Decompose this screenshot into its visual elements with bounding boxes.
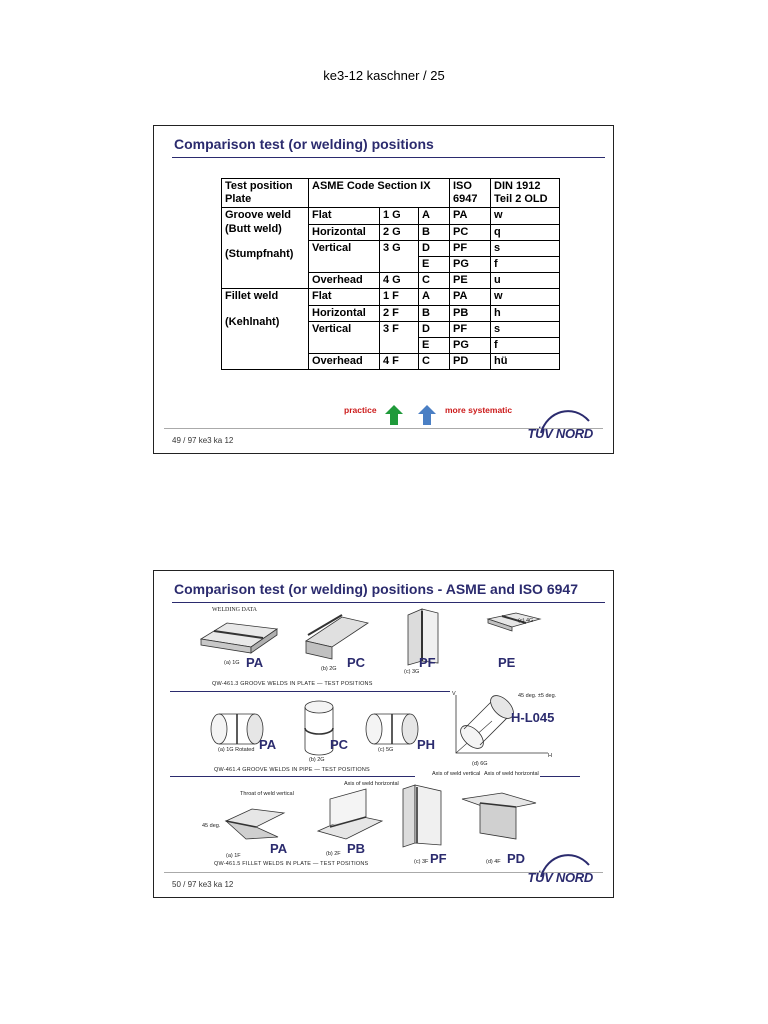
cell-position: Horizontal xyxy=(309,224,380,240)
fillet-4f-drawing xyxy=(460,793,540,841)
angle-note: 45 deg. ±5 deg. xyxy=(518,693,557,699)
tuv-nord-logo: TÜV NORD xyxy=(513,847,593,887)
sublabel: (b) 2G xyxy=(309,757,325,763)
fillet-1f-drawing xyxy=(212,807,302,843)
weld-note: Axis of weld horizontal xyxy=(344,781,399,787)
pipe-1g-drawing xyxy=(209,711,265,747)
cell-din: q xyxy=(491,224,560,240)
positions-table xyxy=(221,178,560,370)
cell-din: u xyxy=(491,273,560,289)
cell-position: Overhead xyxy=(309,273,380,289)
cell-position: Vertical xyxy=(309,240,380,272)
fillet-3f-drawing xyxy=(399,781,445,849)
cell-iso: PA xyxy=(450,289,491,305)
sublabel: (c) 5G xyxy=(378,747,394,753)
slide-footer: 50 / 97 ke3 ka 12 xyxy=(172,880,234,889)
cell-iso: PF xyxy=(450,240,491,256)
row-divider xyxy=(540,776,580,777)
cell-din: hü xyxy=(491,354,560,370)
pipe-5g-drawing xyxy=(364,711,420,747)
cell-position: Vertical xyxy=(309,321,380,353)
figure-caption: QW-461.5 FILLET WELDS IN PLATE — TEST POSITIONS xyxy=(214,861,369,867)
sublabel: (a) 1G Rotated xyxy=(218,747,255,753)
header-iso: ISO 6947 xyxy=(450,179,491,208)
sublabel: (c) 3F xyxy=(414,859,429,865)
weld-note: Throat of weld vertical xyxy=(240,791,294,797)
arrow-up-green-icon xyxy=(385,405,403,425)
header-din: DIN 1912 Teil 2 OLD xyxy=(491,179,560,208)
cell-letter: D xyxy=(419,321,450,337)
cell-iso: PE xyxy=(450,273,491,289)
tuv-nord-logo: TÜV NORD xyxy=(513,403,593,443)
cell-din: w xyxy=(491,208,560,224)
slide-comparison-table xyxy=(153,125,614,454)
cell-letter: A xyxy=(419,289,450,305)
cell-position: Flat xyxy=(309,289,380,305)
cell-code: 3 G xyxy=(380,240,419,272)
iso-label: PH xyxy=(417,737,436,752)
axis-h-label: H xyxy=(548,753,552,759)
header-test-position: Test position Plate xyxy=(222,179,309,208)
page-header: ke3-12 kaschner / 25 xyxy=(323,68,445,83)
sublabel: (d) 6G xyxy=(472,761,488,767)
cell-din: s xyxy=(491,240,560,256)
table-header-row xyxy=(222,179,560,208)
table-row xyxy=(222,289,560,305)
cell-din: s xyxy=(491,321,560,337)
iso-label: PF xyxy=(430,851,447,866)
cell-code: 2 G xyxy=(380,224,419,240)
iso-label: PC xyxy=(347,655,366,670)
cell-code: 4 G xyxy=(380,273,419,289)
slide-title: Comparison test (or welding) positions - ASME and ISO 6947 xyxy=(174,581,578,597)
cell-position: Overhead xyxy=(309,354,380,370)
welding-data-label: WELDING DATA xyxy=(212,607,258,613)
cell-letter: D xyxy=(419,240,450,256)
cell-letter: B xyxy=(419,305,450,321)
weld-note: Axis of weld vertical xyxy=(432,771,481,777)
iso-label: PA xyxy=(259,737,277,752)
cell-letter: C xyxy=(419,273,450,289)
cell-iso: PD xyxy=(450,354,491,370)
sublabel: (b) 2G xyxy=(321,666,337,672)
row-divider xyxy=(170,691,450,692)
iso-label: PA xyxy=(246,655,264,670)
iso-label: PB xyxy=(347,841,366,856)
cell-letter: C xyxy=(419,354,450,370)
table-row xyxy=(222,208,560,224)
cell-din: h xyxy=(491,305,560,321)
plate-4g-drawing xyxy=(486,611,542,637)
cell-code: 3 F xyxy=(380,321,419,353)
cell-code: 1 G xyxy=(380,208,419,224)
sublabel: (d) 4F xyxy=(486,859,501,865)
cell-letter: A xyxy=(419,208,450,224)
cell-letter: E xyxy=(419,256,450,272)
iso-label: PA xyxy=(270,841,288,856)
cell-letter: B xyxy=(419,224,450,240)
figure-caption: QW-461.3 GROOVE WELDS IN PLATE — TEST POSITIONS xyxy=(212,681,373,687)
slide-asme-iso-figures xyxy=(153,570,614,898)
cell-iso: PC xyxy=(450,224,491,240)
cell-letter: E xyxy=(419,337,450,353)
legend-systematic: more systematic xyxy=(445,405,513,415)
iso-label: PC xyxy=(330,737,349,752)
iso-label: PD xyxy=(507,851,526,866)
sublabel: (a) 1F xyxy=(226,853,241,859)
axis-v-label: V xyxy=(452,691,456,697)
cell-din: w xyxy=(491,289,560,305)
row-divider xyxy=(170,776,415,777)
title-divider xyxy=(172,602,605,603)
plate-2g-drawing xyxy=(302,611,372,661)
cell-iso: PG xyxy=(450,256,491,272)
slide-title: Comparison test (or welding) positions xyxy=(174,136,434,152)
figure-caption: QW-461.4 GROOVE WELDS IN PIPE — TEST POSITIONS xyxy=(214,767,370,773)
cell-code: 1 F xyxy=(380,289,419,305)
legend-practice: practice xyxy=(344,405,377,415)
cell-iso: PF xyxy=(450,321,491,337)
title-divider xyxy=(172,157,605,158)
cell-iso: PB xyxy=(450,305,491,321)
sublabel: (c) 3G xyxy=(404,669,420,675)
groove-weld-label: Groove weld (Butt weld) (Stumpfnaht) xyxy=(222,208,309,289)
cell-code: 2 F xyxy=(380,305,419,321)
arrow-up-blue-icon xyxy=(418,405,436,425)
weld-note: 45 deg. xyxy=(202,823,221,829)
cell-position: Flat xyxy=(309,208,380,224)
cell-din: f xyxy=(491,337,560,353)
weld-note: Axis of weld horizontal xyxy=(484,771,539,777)
pipe-6g-drawing xyxy=(452,691,555,761)
header-asme: ASME Code Section IX xyxy=(309,179,450,208)
iso-label: PF xyxy=(419,655,436,670)
iso-label: PE xyxy=(498,655,516,670)
sublabel: (c) 4G xyxy=(518,618,534,624)
cell-code: 4 F xyxy=(380,354,419,370)
sublabel: (b) 2F xyxy=(326,851,341,857)
plate-1g-drawing xyxy=(199,615,279,655)
fillet-2f-drawing xyxy=(314,791,384,847)
cell-din: f xyxy=(491,256,560,272)
slide-footer: 49 / 97 ke3 ka 12 xyxy=(172,436,234,445)
sublabel: (a) 1G xyxy=(224,660,240,666)
cell-iso: PA xyxy=(450,208,491,224)
iso-label: H-L045 xyxy=(511,710,555,725)
cell-position: Horizontal xyxy=(309,305,380,321)
fillet-weld-label: Fillet weld (Kehlnaht) xyxy=(222,289,309,370)
cell-iso: PG xyxy=(450,337,491,353)
